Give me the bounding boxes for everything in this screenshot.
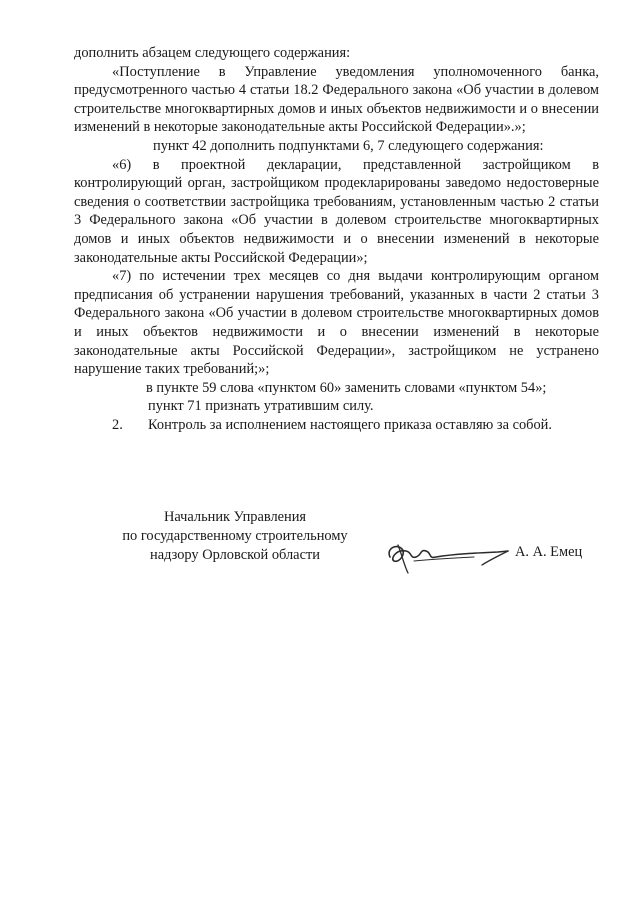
paragraph-point-42: пункт 42 дополнить подпунктами 6, 7 следующего содержания: (153, 137, 544, 154)
position-line-2: по государственному строительному (122, 528, 348, 544)
signature-position (100, 508, 370, 565)
paragraph-subpoint-6: «6) в проектной декларации, представленной застройщиком в контролирующий орган, застройщиком продекларированы заведомо недостоверные сведения о соответствии застройщика требованиям, установленным частью 2 статьи 3 Федерального закона «Об участии в долевом строительстве многоквартирных домов и иных объектов недвижимости и о внесении изменений в некоторые законодательные акты Российской Федерации»; (74, 156, 599, 266)
document-body (74, 44, 599, 434)
signer-name: А. А. Емец (515, 544, 583, 560)
paragraph-point-59: в пункте 59 слова «пунктом 60» заменить словами «пунктом 54»; (146, 379, 547, 396)
item-number: 2. (112, 416, 123, 433)
paragraph-point-71: пункт 71 признать утратившим силу. (148, 398, 374, 415)
handwritten-signature (384, 535, 518, 581)
paragraph-quote-bank: «Поступление в Управление уведомления уполномоченного банка, предусмотренного частью 4 статьи 18.2 Федерального закона «Об участии в долевом строительстве многоквартирных домов и иных объектов недвижимости и о внесении изменений в некоторые законодательные акты Российской Федерации».»; (74, 63, 599, 136)
paragraph-intro: дополнить абзацем следующего содержания: (74, 45, 351, 61)
paragraph-subpoint-7: «7) по истечении трех месяцев со дня выдачи контролирующим органом предписания об устранении нарушения требований, указанных в части 2 статьи 3 Федерального закона «Об участии в долевом строительстве многоквартирных домов и иных объектов недвижимости и о внесении изменений в некоторые законодательные акты Российской Федерации», застройщиком не устранено нарушение таких требований;»; (74, 268, 599, 378)
position-line-3: надзору Орловской области (150, 547, 320, 563)
position-line-1: Начальник Управления (163, 509, 307, 525)
numbered-item-2 (74, 416, 599, 435)
item-text: Контроль за исполнением настоящего приказа оставляю за собой. (148, 416, 552, 433)
